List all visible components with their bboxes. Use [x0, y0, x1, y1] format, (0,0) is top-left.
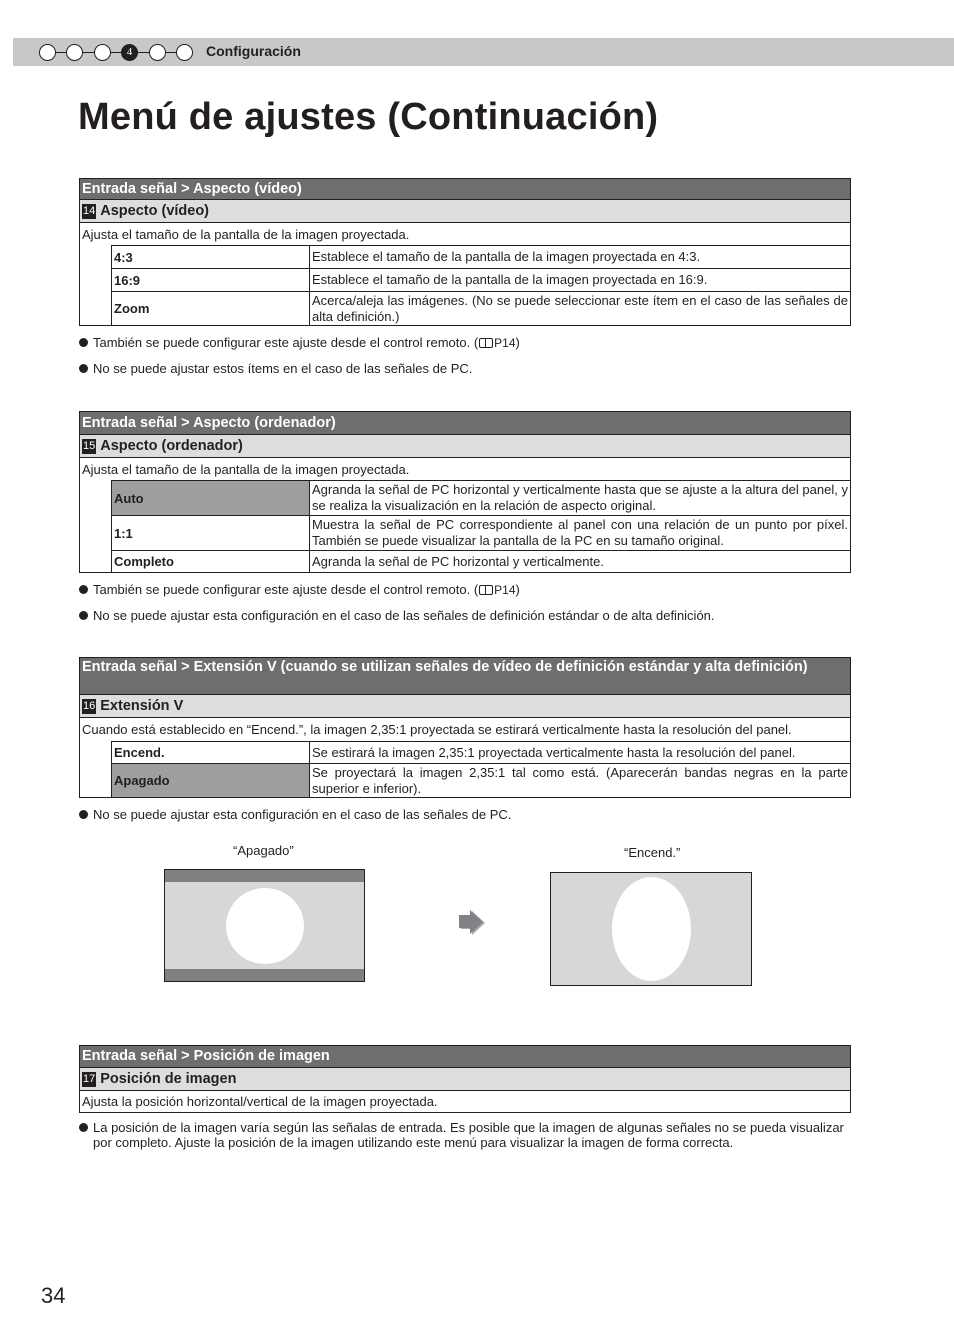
option-row	[111, 515, 850, 550]
black-band-top	[165, 870, 364, 882]
table-extension-v	[79, 657, 851, 798]
note: También se puede configurar este ajuste desde el control remoto. ( P14)	[79, 335, 520, 351]
table-header: Entrada señal > Aspecto (ordenador)	[80, 412, 850, 435]
option-key: Encend.	[112, 742, 310, 763]
option-key: 1:1	[112, 516, 310, 550]
option-value: Acerca/aleja las imágenes. (No se puede seleccionar este ítem en el caso de las señales de alta definición.)	[312, 292, 848, 324]
option-key: Auto	[112, 481, 310, 515]
option-value: Se proyectará la imagen 2,35:1 tal como está. (Aparecerán bandas negras en la parte superior e inferior).	[312, 764, 848, 796]
bullet-icon	[79, 810, 88, 819]
step-indicator-3	[94, 44, 111, 61]
item-description: Ajusta la posición horizontal/vertical de la imagen proyectada.	[82, 1094, 438, 1109]
table-header: Entrada señal > Aspecto (vídeo)	[80, 179, 850, 200]
bullet-icon	[79, 611, 88, 620]
bullet-icon	[79, 1123, 88, 1132]
option-row	[111, 268, 850, 291]
illustration-encend	[550, 872, 752, 986]
note: No se puede ajustar esta configuración en el caso de las señales de definición estándar o de alta definición.	[79, 608, 715, 623]
table-header: Entrada señal > Extensión V (cuando se utilizan señales de vídeo de definición estándar y alta definición)	[80, 658, 850, 695]
note: La posición de la imagen varía según las señalas de entrada. Es posible que la imagen de algunas señales no se pueda visualizar por completo. Ajuste la posición de la imagen utilizando este menú para visualizar la imagen de forma correcta.	[79, 1120, 854, 1150]
option-row	[111, 480, 850, 515]
table-subheader	[80, 435, 850, 458]
item-number: 14	[83, 204, 96, 217]
bullet-icon	[79, 338, 88, 347]
arrow-right-icon	[459, 910, 487, 936]
item-number: 15	[83, 439, 96, 452]
option-key: Apagado	[112, 764, 310, 797]
option-key: Zoom	[112, 292, 310, 325]
option-key: Completo	[112, 551, 310, 572]
table-subheader	[80, 1068, 850, 1091]
option-value: Agranda la señal de PC horizontal y verticalmente.	[312, 553, 604, 569]
step-indicator-6	[176, 44, 193, 61]
page-reference[interactable]: P14	[494, 336, 516, 350]
bullet-icon	[79, 364, 88, 373]
option-row	[111, 291, 850, 325]
ellipse-shape	[612, 877, 691, 981]
table-aspecto-ordenador	[79, 411, 851, 573]
option-key: 4:3	[112, 246, 310, 268]
step-indicator-5	[149, 44, 166, 61]
note: También se puede configurar este ajuste desde el control remoto. ( P14)	[79, 582, 520, 598]
option-row	[111, 245, 850, 268]
black-band-bottom	[165, 969, 364, 981]
option-key: 16:9	[112, 269, 310, 291]
illustration-apagado	[164, 869, 365, 982]
bullet-icon	[79, 585, 88, 594]
step-indicator-active: 4	[121, 44, 138, 61]
caption-encend: “Encend.”	[624, 845, 681, 860]
circle-shape	[226, 888, 304, 964]
note: No se puede ajustar estos ítems en el caso de las señales de PC.	[79, 361, 472, 376]
option-row	[111, 763, 850, 797]
note: No se puede ajustar esta configuración en el caso de las señales de PC.	[79, 807, 511, 822]
item-description: Ajusta el tamaño de la pantalla de la imagen proyectada.	[82, 461, 410, 477]
item-name: Posición de imagen	[100, 1071, 237, 1087]
option-value: Agranda la señal de PC horizontal y verticalmente hasta que se ajuste a la altura del panel, y se realiza la visualización en la relación de aspecto original.	[312, 482, 848, 513]
step-indicator-1	[39, 44, 56, 61]
table-subheader	[80, 695, 850, 718]
option-value: Establece el tamaño de la pantalla de la imagen proyectada en 4:3.	[312, 249, 701, 264]
item-number: 17	[83, 1072, 96, 1085]
option-row	[111, 550, 850, 572]
item-description: Ajusta el tamaño de la pantalla de la imagen proyectada.	[82, 226, 410, 242]
item-number: 16	[83, 699, 96, 712]
option-value: Se estirará la imagen 2,35:1 proyectada verticalmente hasta la resolución del panel.	[312, 744, 796, 760]
table-aspecto-video	[79, 178, 851, 326]
option-value: Muestra la señal de PC correspondiente al panel con una relación de un punto por píxel. También se puede visualizar la pantalla de la PC en su tamaño original.	[312, 517, 848, 548]
item-name: Aspecto (vídeo)	[100, 203, 210, 219]
table-header: Entrada señal > Posición de imagen	[80, 1046, 850, 1068]
table-posicion-imagen	[79, 1045, 851, 1113]
option-value: Establece el tamaño de la pantalla de la imagen proyectada en 16:9.	[312, 272, 708, 287]
page-reference[interactable]: P14	[494, 583, 516, 597]
item-name: Aspecto (ordenador)	[100, 438, 243, 454]
book-icon	[479, 585, 493, 595]
page-number: 34	[41, 1283, 66, 1308]
item-description: Cuando está establecido en “Encend.”, la imagen 2,35:1 proyectada se estirará verticalmente hasta la resolución del panel.	[82, 722, 792, 737]
page-title: Menú de ajustes (Continuación)	[78, 96, 659, 138]
step-indicator-2	[66, 44, 83, 61]
option-row	[111, 741, 850, 763]
caption-apagado: “Apagado”	[233, 843, 294, 858]
section-title: Configuración	[206, 43, 301, 59]
item-name: Extensión V	[100, 698, 184, 714]
table-subheader	[80, 200, 850, 223]
book-icon	[479, 338, 493, 348]
